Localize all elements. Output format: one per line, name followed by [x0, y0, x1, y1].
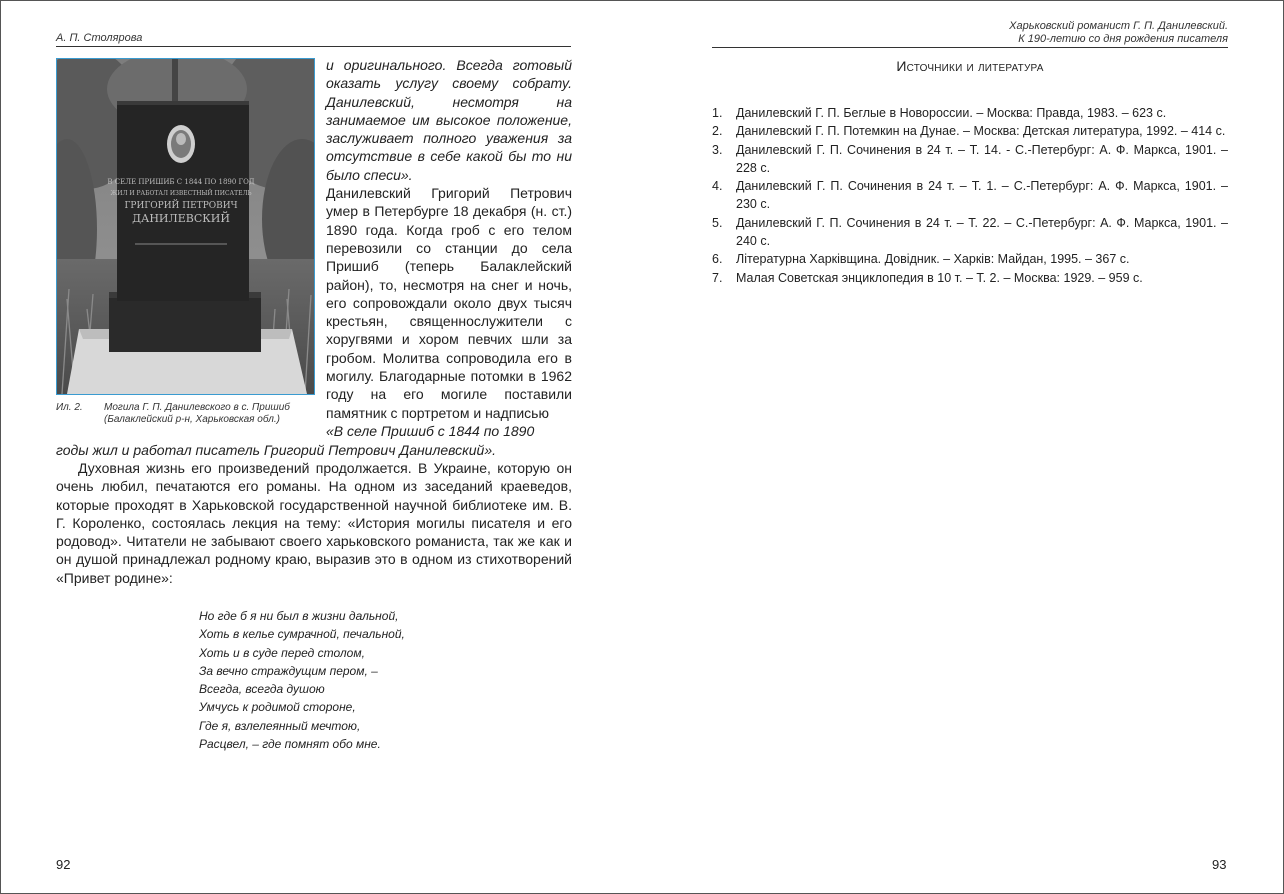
inscription-line-2: ЖИЛ И РАБОТАЛ ИЗВЕСТНЫЙ ПИСАТЕЛЬ — [110, 190, 252, 197]
reference-text: Данилевский Г. П. Сочинения в 24 т. – Т. 22. – С.-Петербург: А. Ф. Маркса, 1901. – 240 с. — [736, 215, 1228, 249]
caption-text: Могила Г. П. Данилевского в с. Пришиб (Балаклейский р-н, Харьковская обл.) — [104, 402, 290, 425]
running-header-author: А. П. Столярова — [56, 32, 571, 47]
inscription-line-3: ГРИГОРИЙ ПЕТРОВИЧ — [124, 201, 238, 211]
reference-item — [712, 214, 1228, 251]
reference-item — [712, 177, 1228, 214]
reference-number: 6. — [712, 252, 723, 267]
monument-photo — [56, 58, 315, 395]
reference-text: Данилевский Г. П. Беглые в Новороссии. – Москва: Правда, 1983. – 623 с. — [736, 106, 1167, 120]
inscription-line-1: В СЕЛЕ ПРИШИБ С 1844 ПО 1890 ГОД — [107, 178, 255, 186]
poem — [199, 607, 405, 753]
caption-label: Ил. 2. — [56, 402, 83, 413]
reference-item — [712, 122, 1228, 140]
reference-list — [712, 104, 1228, 287]
poem-line: Умчусь к родимой стороне, — [199, 700, 356, 715]
reference-number: 5. — [712, 215, 723, 230]
body-text: Данилевский Григорий Петрович умер в Петербурге 18 декабря (н. ст.) 1890 года. Когда гроб с его телом перевозили со станции до села Пришиб (теперь Балаклейский район), то, несмотря на снег и ночь, его сопровождали около двух тысяч крестьян, священнослужители с хоругвями и хором певчих шли за гробом. Молитва сопроводила его в могилу. Благодарные потомки в 1962 году на его могиле поставили памятник с портретом и надписью — [326, 185, 572, 421]
reference-text: Данилевский Г. П. Потемкин на Дунае. – Москва: Детская литература, 1992. – 414 с. — [736, 124, 1226, 139]
poem-line: Где я, взлелеянный мечтою, — [199, 718, 361, 733]
quote-italic: и оригинального. Всегда готовый оказать услугу своему собрату. Данилевский, несмотря на занимаемое им высокое положение, заслуживает полного уважения за отсутствие в себе какой бы то ни было спеси». — [326, 57, 572, 183]
page-number-right: 93 — [1212, 857, 1227, 872]
poem-line: За вечно страждущим пером, – — [199, 663, 378, 678]
header-line-2: К 190-летию со дня рождения писателя — [1018, 33, 1228, 45]
poem-line: Но где б я ни был в жизни дальной, — [199, 609, 399, 623]
page-number-left: 92 — [56, 857, 71, 872]
running-header-title — [712, 20, 1228, 48]
reference-item — [712, 269, 1228, 287]
grave-monument-image — [57, 59, 314, 394]
reference-item — [712, 250, 1228, 268]
left-page — [1, 1, 642, 893]
header-line-1: Харьковский романист Г. П. Данилевский. — [1009, 20, 1228, 32]
reference-text: Малая Советская энциклопедия в 10 т. – Т. 2. – Москва: 1929. – 959 с. — [736, 270, 1143, 285]
inscription-quote-start: «В селе Пришиб с 1844 по 1890 — [326, 422, 535, 439]
poem-line: Хоть и в суде перед столом, — [199, 645, 365, 660]
reference-text: Літературна Харківщина. Довідник. – Харків: Майдан, 1995. – 367 с. — [736, 252, 1130, 267]
paragraph-spiritual-life: Духовная жизнь его произведений продолжается. В Украине, которую он очень любил, печатаются его романы. На одном из заседаний краеведов, которые проходят в Харьковской государственной научной библиотеке им. В. Г. Короленко, состоялась лекция на тему: «История могилы писателя и его родовод». Читатели не забывают своего харьковского романиста, так же как и он душой принадлежал родному краю, выразив это в одном из стихотворений «Привет родине»: — [56, 460, 572, 586]
section-title: Источники и литература — [896, 58, 1044, 74]
inscription-quote-end: годы жил и работал писатель Григорий Петрович Данилевский». — [56, 442, 497, 458]
reference-item — [712, 104, 1228, 122]
right-page — [642, 1, 1283, 893]
text-column — [326, 56, 572, 440]
poem-line: Хоть в келье сумрачной, печальной, — [199, 627, 405, 642]
poem-line: Расцвел, – где помнят обо мне. — [199, 737, 381, 752]
reference-number: 3. — [712, 142, 723, 157]
reference-text: Данилевский Г. П. Сочинения в 24 т. – Т. 1. – С.-Петербург: А. Ф. Маркса, 1901. – 230 с. — [736, 179, 1228, 212]
reference-number: 1. — [712, 106, 723, 120]
reference-item — [712, 141, 1228, 178]
reference-number: 4. — [712, 179, 723, 194]
poem-line: Всегда, всегда душою — [199, 682, 325, 697]
reference-text: Данилевский Г. П. Сочинения в 24 т. – Т. 14. - С.-Петербург: А. Ф. Маркса, 1901. – 228 с. — [736, 142, 1228, 175]
reference-number: 2. — [712, 124, 723, 139]
reference-number: 7. — [712, 270, 723, 285]
inscription-line-4: ДАНИЛЕВСКИЙ — [132, 212, 230, 225]
